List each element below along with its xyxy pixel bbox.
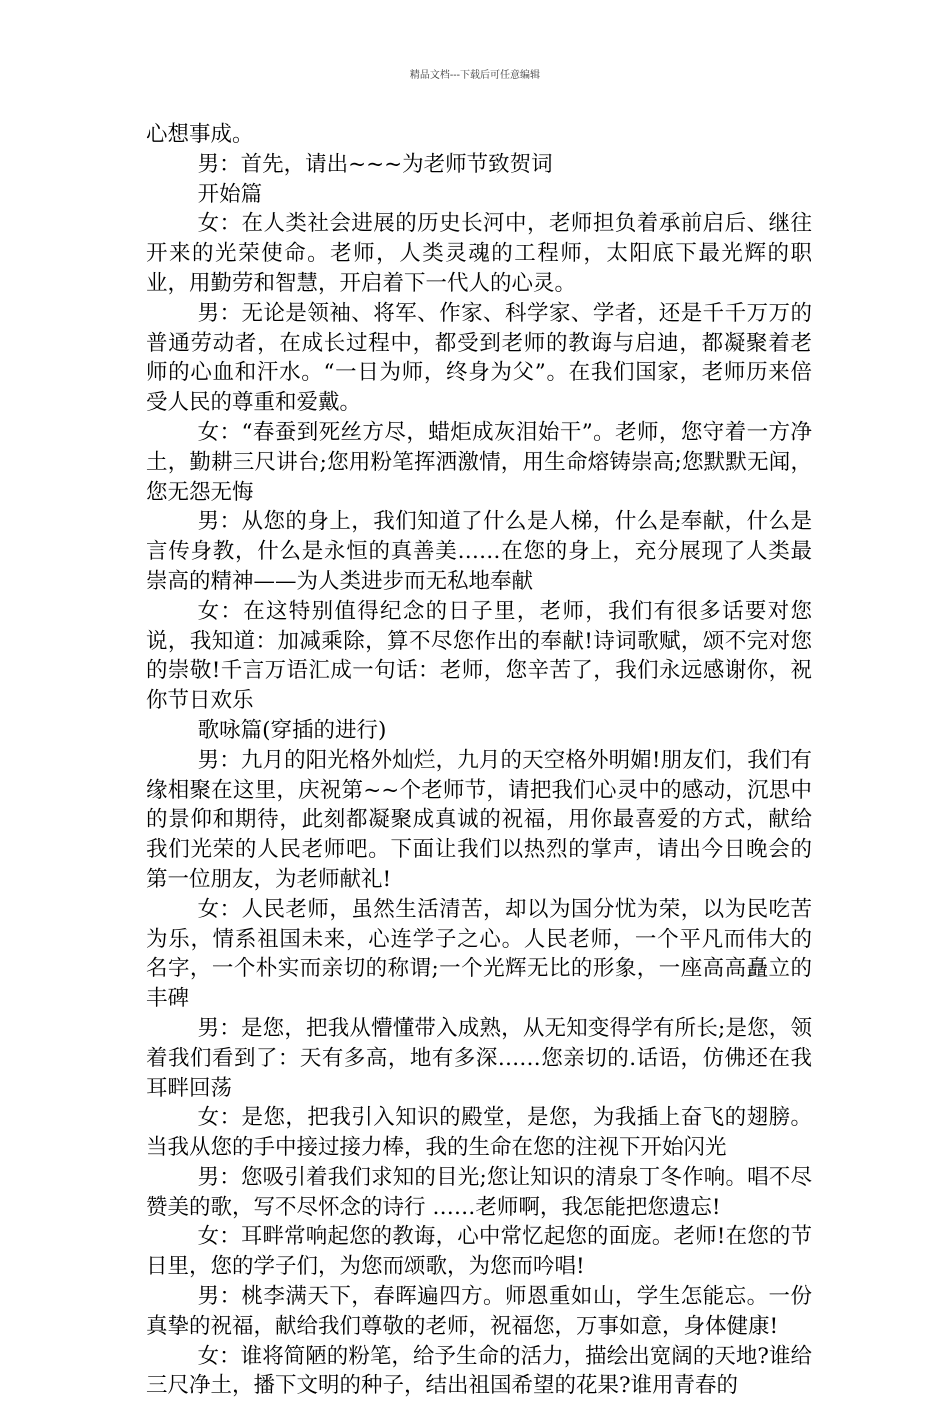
paragraph: 男：无论是领袖、将军、作家、科学家、学者，还是千千万万的普通劳动者，在成长过程中，都受到老师的教诲与启迪，都凝聚着老师的心血和汗水。“一日为师，终身为父”。在我们国家，老师历来倍受人民的尊重和爱戴。 bbox=[146, 300, 812, 416]
paragraph: 男：首先，请出~~~为老师节致贺词 bbox=[197, 151, 553, 177]
paragraph: 心想事成。 bbox=[146, 122, 254, 147]
section-heading: 歌咏篇(穿插的进行) bbox=[197, 717, 387, 743]
paragraph: 女：在这特别值得纪念的日子里，老师，我们有很多话要对您说，我知道：加减乘除，算不尽您作出的奉献!诗词歌赋，颂不完对您的崇敬!千言万语汇成一句话：老师，您辛苦了，我们永远感谢你，祝你节日欢乐 bbox=[146, 598, 812, 714]
paragraph: 男：九月的阳光格外灿烂，九月的天空格外明媚!朋友们，我们有缘相聚在这里，庆祝第~~个老师节，请把我们心灵中的感动，沉思中的景仰和期待，此刻都凝聚成真诚的祝福，用你最喜爱的方式，献给我们光荣的人民老师吧。下面让我们以热烈的掌声，请出今日晚会的第一位朋友，为老师献礼! bbox=[146, 747, 812, 892]
paragraph: 女：耳畔常响起您的教诲，心中常忆起您的面庞。老师!在您的节日里，您的学子们，为您而颂歌，为您而吟唱! bbox=[146, 1224, 812, 1280]
paragraph: 女：谁将简陋的粉笔，给予生命的活力，描绘出宽阔的天地?谁给三尺净土，播下文明的种子，结出祖国希望的花果?谁用青春的 bbox=[146, 1343, 812, 1399]
paragraph: 男：您吸引着我们求知的目光;您让知识的清泉丁冬作响。唱不尽赞美的歌，写不尽怀念的诗行 ……老师啊，我怎能把您遗忘! bbox=[146, 1164, 812, 1220]
paragraph: 女：“春蚕到死丝方尽，蜡炬成灰泪始干”。老师，您守着一方净土，勤耕三尺讲台;您用粉笔挥洒激情，用生命熔铸崇高;您默默无闻，您无怨无悔 bbox=[146, 419, 812, 505]
paragraph: 男：桃李满天下，春晖遍四方。师恩重如山，学生怎能忘。一份真挚的祝福，献给我们尊敬的老师，祝福您，万事如意，身体健康! bbox=[146, 1284, 812, 1339]
document-body bbox=[146, 120, 812, 1401]
paragraph: 女：在人类社会进展的历史长河中，老师担负着承前启后、继往开来的光荣使命。老师，人类灵魂的工程师，太阳底下最光辉的职业，用勤劳和智慧，开启着下一代人的心灵。 bbox=[146, 211, 812, 296]
paragraph: 男：是您，把我从懵懂带入成熟，从无知变得学有所长;是您，领着我们看到了：天有多高，地有多深……您亲切的.话语，仿佛还在我耳畔回荡 bbox=[146, 1015, 812, 1101]
section-heading: 开始篇 bbox=[197, 181, 263, 207]
paragraph: 女：是您，把我引入知识的殿堂，是您，为我插上奋飞的翅膀。当我从您的手中接过接力棒，我的生命在您的注视下开始闪光 bbox=[146, 1105, 812, 1161]
paragraph: 女：人民老师，虽然生活清苦，却以为国分忧为荣，以为民吃苦为乐，情系祖国未来，心连学子之心。人民老师，一个平凡而伟大的名字，一个朴实而亲切的称谓;一个光辉无比的形象，一座高高矗立的丰碑 bbox=[146, 896, 812, 1012]
page-header: 精品文档---下载后可任意编辑 bbox=[409, 70, 541, 81]
paragraph: 男：从您的身上，我们知道了什么是人梯，什么是奉献，什么是言传身教，什么是永恒的真善美……在您的身上，充分展现了人类最崇高的精神——为人类进步而无私地奉献 bbox=[146, 509, 812, 594]
